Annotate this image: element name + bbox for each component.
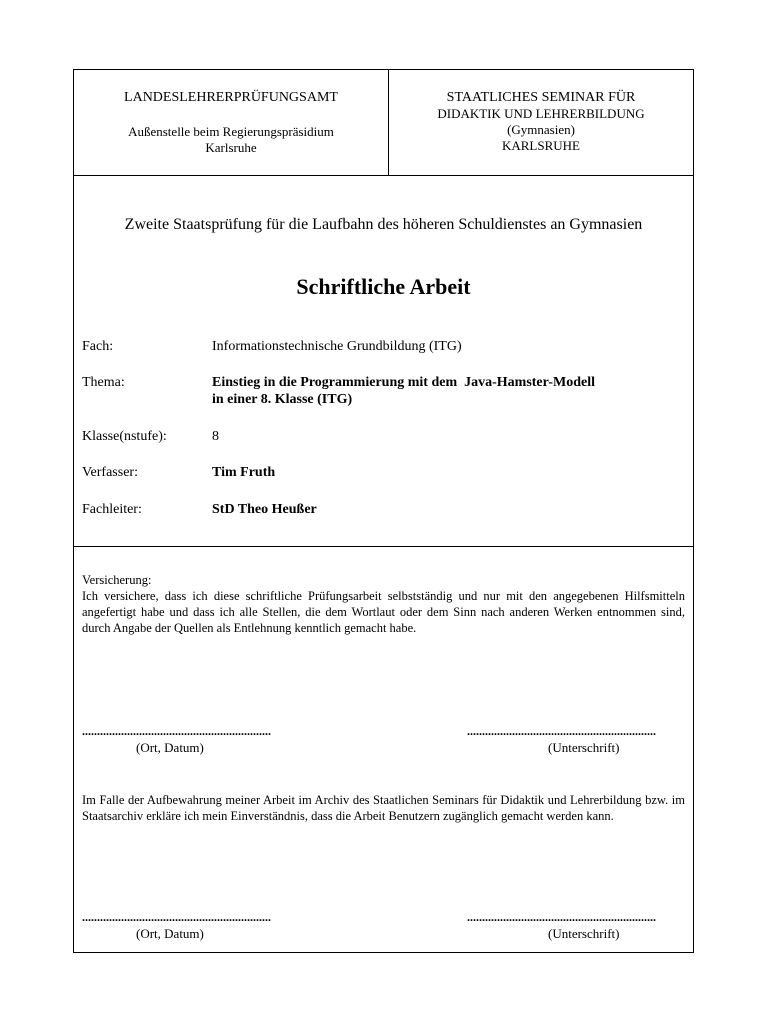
seminar-line3: (Gymnasien) — [507, 122, 575, 137]
seminar-title — [389, 89, 693, 154]
place-date-line-1: ............................................................... — [82, 726, 271, 736]
office-subtitle-line1: Außenstelle beim Regierungspräsidium — [128, 124, 334, 139]
field-fachleiter-value: StD Theo Heußer — [212, 502, 317, 517]
seminar-line1: STAATLICHES SEMINAR FÜR — [446, 90, 636, 105]
header — [74, 70, 693, 176]
signature-line-1: ............................................................... — [467, 726, 656, 736]
header-right — [389, 70, 693, 175]
field-klasse-label: Klasse(nstufe): — [82, 429, 167, 444]
field-klasse-value: 8 — [212, 429, 219, 444]
field-thema-label: Thema: — [82, 375, 125, 390]
place-date-caption-1: (Ort, Datum) — [136, 740, 204, 755]
signature-caption-1: (Unterschrift) — [548, 740, 620, 755]
field-verfasser-label: Verfasser: — [82, 465, 138, 480]
seminar-line4: KARLSRUHE — [501, 138, 580, 153]
place-date-line-2: ............................................................... — [82, 912, 271, 922]
seminar-line2: DIDAKTIK UND LEHRERBILDUNG — [437, 106, 645, 121]
declaration-text: Ich versichere, dass ich diese schriftliche Prüfungsarbeit selbstständig und nur mit den angegebenen Hilfsmitteln angefertigt habe und dass ich alle Stellen, die dem Wortlaut oder dem Sinn nach anderen Werken entnommen sind, durch Angabe der Quellen als Entlehnung kenntlich gemacht habe. — [82, 589, 685, 635]
signature-caption-2: (Unterschrift) — [548, 926, 620, 941]
field-thema-value-line2: in einer 8. Klasse (ITG) — [212, 392, 353, 407]
field-fachleiter-label: Fachleiter: — [82, 502, 142, 517]
declaration-heading: Versicherung: — [82, 573, 152, 587]
field-fach-label: Fach: — [82, 339, 114, 354]
declaration-block — [82, 572, 685, 636]
document-title: Schriftliche Arbeit — [296, 274, 471, 299]
header-left — [74, 70, 388, 175]
office-subtitle — [74, 124, 388, 156]
main-section — [74, 176, 693, 547]
office-subtitle-line2: Karlsruhe — [205, 140, 257, 155]
field-verfasser-value: Tim Fruth — [212, 465, 276, 480]
exam-title: Zweite Staatsprüfung für die Laufbahn des höheren Schuldienstes an Gymnasien — [124, 216, 643, 233]
field-thema-value-line1: Einstieg in die Programmierung mit dem Java-Hamster-Modell — [212, 375, 595, 390]
form-frame — [73, 69, 694, 953]
office-title: LANDESLEHRERPRÜFUNGSAMT — [124, 90, 338, 105]
archive-consent-text: Im Falle der Aufbewahrung meiner Arbeit im Archiv des Staatlichen Seminars für Didaktik und Lehrerbildung bzw. im Staatsarchiv erkläre ich mein Einverständnis, dass die Arbeit Benutzern zugänglich gemacht werden kann. — [82, 793, 685, 823]
place-date-caption-2: (Ort, Datum) — [136, 926, 204, 941]
field-fach-value: Informationstechnische Grundbildung (ITG) — [212, 339, 462, 354]
field-thema-value — [212, 374, 682, 408]
signature-line-2: ............................................................... — [467, 912, 656, 922]
